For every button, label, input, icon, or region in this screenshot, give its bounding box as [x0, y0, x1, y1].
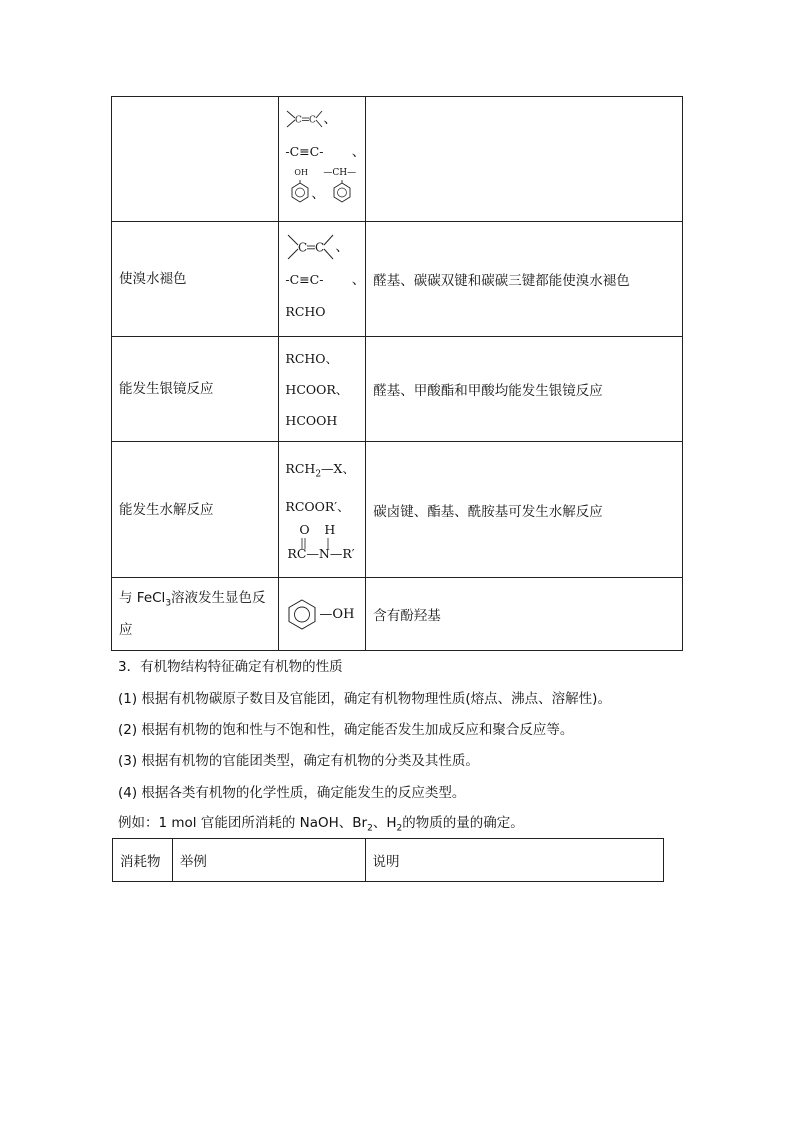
note-cell: 醛基、甲酸酯和甲酸均能发生银镜反应 — [366, 337, 683, 442]
separator: 、 — [323, 111, 337, 127]
note-cell: 碳卤键、酯基、酰胺基可发生水解反应 — [366, 442, 683, 578]
separator: 、 — [311, 186, 325, 202]
table-row — [112, 442, 683, 578]
benzene-ring-icon — [289, 180, 311, 204]
condition-cell — [112, 578, 279, 651]
list-item: (4) 根据各类有机物的化学性质，确定能发生的反应类型。 — [118, 785, 466, 801]
carbon-atom: C — [298, 240, 308, 255]
subscript: 2 — [396, 823, 403, 834]
amide-formula: RC—N—R′ — [287, 545, 355, 561]
ch-label: —CH— — [323, 168, 357, 178]
note-cell — [366, 97, 683, 222]
examples-cell — [279, 222, 366, 337]
aldehyde-formula: RCHO — [285, 304, 326, 319]
note-cell: 含有酚羟基 — [366, 578, 683, 651]
benzene-ring-icon — [285, 598, 319, 630]
condition-cell: 能发生银镜反应 — [112, 337, 279, 442]
alkene-structure — [285, 232, 335, 262]
condition-text: 溶液发生显色反 — [171, 590, 266, 607]
column-header: 说明 — [365, 839, 663, 882]
alkene-structure — [285, 108, 323, 130]
hydrogen-atom: H — [324, 521, 336, 537]
column-header: 举例 — [172, 839, 365, 882]
hydroxyl-label: —OH — [319, 606, 355, 622]
list-item: (3) 根据有机物的官能团类型，确定有机物的分类及其性质。 — [118, 753, 479, 769]
haloalkane-formula-tail: —X、 — [321, 461, 355, 477]
condition-cell — [112, 97, 279, 222]
condition-text: 应 — [119, 621, 133, 638]
examples-cell — [279, 578, 366, 651]
svg-text:C: C — [309, 115, 317, 126]
alkyne-formula: -C≡C- — [285, 272, 324, 287]
carbon-atom: C — [315, 240, 325, 255]
benzene-ring-icon — [331, 180, 353, 204]
examples-cell — [279, 337, 366, 442]
list-item: (2) 根据有机物的饱和性与不饱和性，确定能否发生加成反应和聚合反应等。 — [118, 722, 574, 738]
separator: 、 — [351, 144, 366, 160]
svg-text:C: C — [295, 115, 303, 126]
subscript: 2 — [367, 823, 373, 834]
example-text: 的物质的量的确定。 — [402, 815, 524, 831]
formate-ester-formula: HCOOR、 — [285, 381, 349, 397]
table-row — [112, 578, 683, 651]
examples-cell — [279, 442, 366, 578]
note-cell: 醛基、碳碳双键和碳碳三键都能使溴水褪色 — [366, 222, 683, 337]
functional-group-table — [111, 96, 683, 651]
example-text: 例如：1 mol 官能团所消耗的 NaOH、Br — [118, 815, 368, 831]
list-item: (1) 根据有机物碳原子数目及官能团，确定有机物物理性质(熔点、沸点、溶解性)。 — [118, 691, 611, 707]
aromatic-examples — [285, 168, 365, 214]
subscript: 2 — [315, 469, 322, 480]
condition-cell: 使溴水褪色 — [112, 222, 279, 337]
condition-cell: 能发生水解反应 — [112, 442, 279, 578]
table-row — [112, 222, 683, 337]
table-row — [112, 337, 683, 442]
examples-cell — [279, 97, 366, 222]
oxygen-atom: O — [299, 521, 310, 537]
amide-structure — [285, 522, 365, 566]
aldehyde-formula: RCHO、 — [285, 350, 339, 366]
section-heading: 3．有机物结构特征确定有机物的性质 — [118, 659, 343, 675]
condition-text: 与 FeCl — [119, 590, 166, 607]
subscript: 3 — [165, 598, 172, 609]
example-line — [118, 813, 524, 839]
alkyne-formula: -C≡C- — [285, 144, 324, 159]
table-row — [112, 97, 683, 222]
formic-acid-formula: HCOOH — [285, 412, 338, 428]
haloalkane-formula: RCH — [285, 461, 316, 477]
ester-formula: RCOOR′、 — [285, 498, 350, 514]
column-header: 消耗物 — [113, 839, 173, 882]
hydroxyl-label: OH — [294, 168, 308, 177]
consumption-table — [112, 838, 664, 882]
separator: 、 — [351, 272, 366, 288]
example-text: 、H — [372, 815, 397, 831]
table-header-row — [113, 839, 664, 882]
separator: 、 — [335, 239, 349, 255]
